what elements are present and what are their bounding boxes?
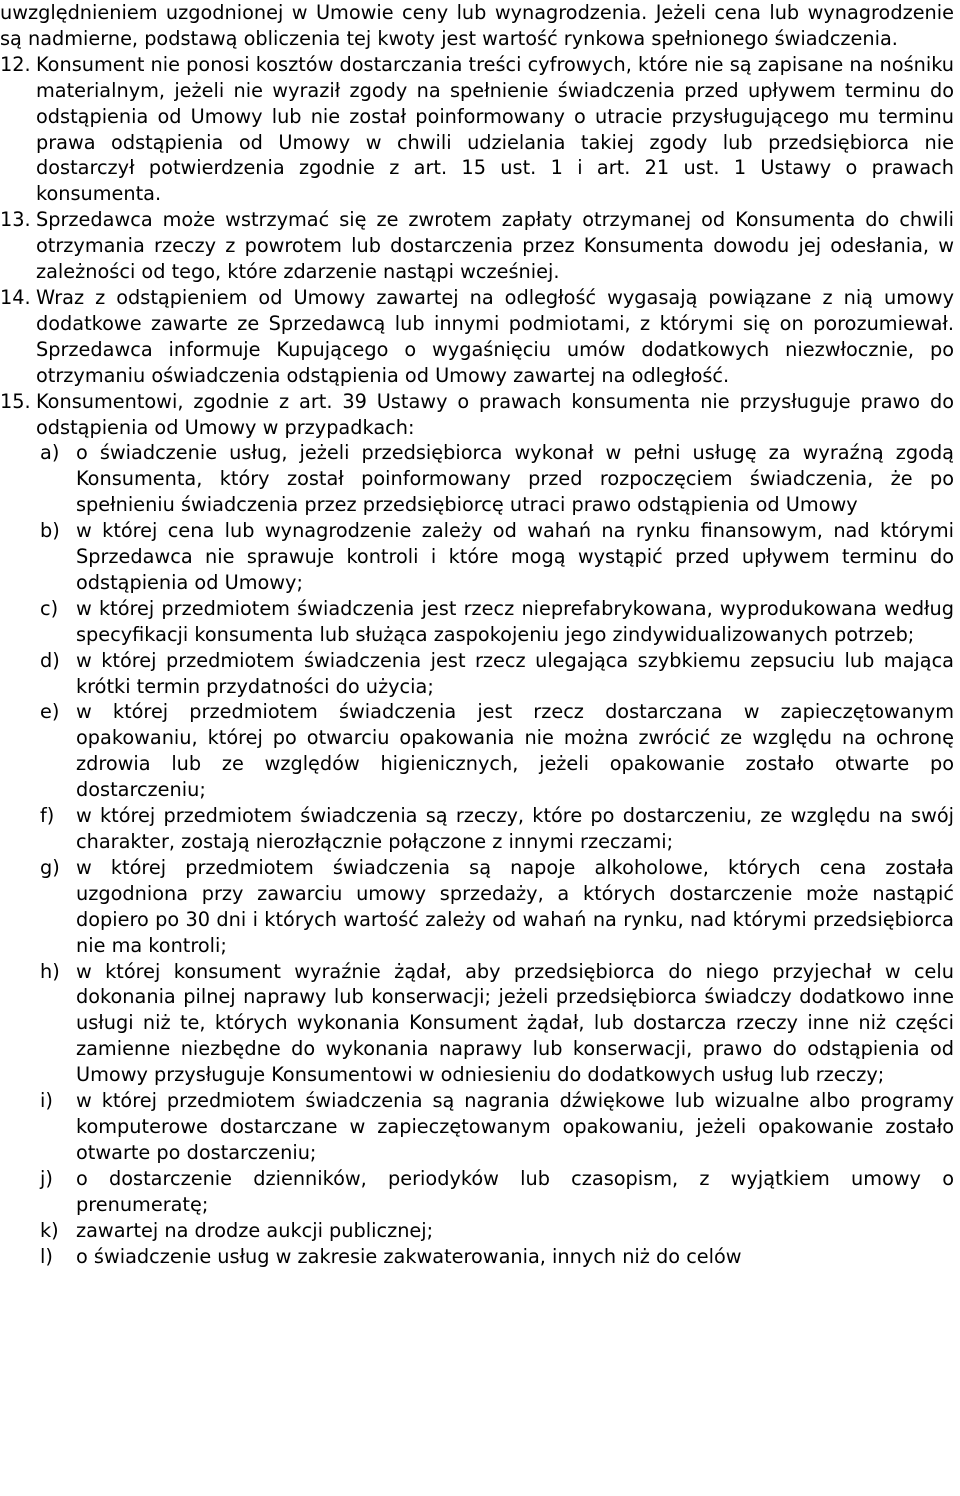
- sub-item-text: w której przedmiotem świadczenia są rzeczy, które po dostarczeniu, ze względu na swój charakter, zostają nierozłącznie połączone z innymi rzeczami;: [76, 804, 954, 853]
- sub-item-letter: i): [40, 1089, 53, 1113]
- sub-item-h: [0, 959, 954, 1089]
- sub-item-d: [0, 648, 954, 700]
- sub-item-text: w której przedmiotem świadczenia jest rzecz nieprefabrykowana, wyprodukowana według specyfikacji konsumenta lub służąca zaspokojeniu jego zindywidualizowanych potrzeb;: [76, 596, 954, 646]
- sub-item-letter: e): [40, 700, 60, 724]
- sub-item-letter: b): [40, 519, 60, 543]
- sub-item-k: [0, 1218, 954, 1244]
- item-13: [0, 207, 954, 285]
- item-text: Sprzedawca może wstrzymać się ze zwrotem zapłaty otrzymanej od Konsumenta do chwili otrzymania rzeczy z powrotem lub dostarczenia przez Konsumenta dowodu jej odesłania, w zależności od tego, które zdarzenie nastąpi wcześniej.: [36, 208, 954, 284]
- sub-item-text: w której cena lub wynagrodzenie zależy od wahań na rynku finansowym, nad którymi Sprzedawca nie sprawuje kontroli i które mogą wystąpić przed upływem terminu do odstąpienia od Umowy;: [76, 519, 954, 594]
- item-text: Wraz z odstąpieniem od Umowy zawartej na odległość wygasają powiązane z nią umowy dodatkowe zawarte ze Sprzedawcą lub innymi podmiotami, z którymi się on porozumiewał. Sprzedawca informuje Kupującego o wygaśnięciu umów dodatkowych niezwłocznie, po otrzymaniu oświadczenia odstąpienia od Umowy zawartej na odległość.: [36, 285, 954, 387]
- sub-item-f: [0, 803, 954, 855]
- sub-item-letter: c): [40, 596, 59, 620]
- sub-item-b: [0, 518, 954, 596]
- sub-item-letter: f): [40, 804, 55, 828]
- sub-item-text: w której konsument wyraźnie żądał, aby przedsiębiorca do niego przyjechał w celu dokonania pilnej naprawy lub konserwacji; jeżeli przedsiębiorca świadczy dodatkowo inne usługi niż te, których wykonania Konsument żądał, lub dostarcza rzeczy inne niż części zamienne niezbędne do wykonania naprawy lub konserwacji, prawo do odstąpienia od Umowy przysługuje Konsumentowi w odniesieniu do dodatkowych usług lub rzeczy;: [76, 959, 954, 1087]
- sub-item-text: zawartej na drodze aukcji publicznej;: [76, 1218, 434, 1242]
- sub-item-e: [0, 699, 954, 803]
- sub-item-letter: j): [40, 1166, 53, 1190]
- sub-item-text: w której przedmiotem świadczenia jest rzecz ulegająca szybkiemu zepsuciu lub mająca krótki termin przydatności do użycia;: [76, 648, 954, 698]
- item-15: [0, 389, 954, 441]
- item-number: 13.: [0, 208, 31, 232]
- item-text: Konsumentowi, zgodnie z art. 39 Ustawy o prawach konsumenta nie przysługuje prawo do odstąpienia od Umowy w przypadkach:: [36, 389, 954, 439]
- exceptions-list: [0, 440, 954, 1269]
- sub-item-text: w której przedmiotem świadczenia są napoje alkoholowe, których cena została uzgodniona przy zawarciu umowy sprzedaży, a których dostarczenie może nastąpić dopiero po 30 dni i których wartość zależy od wahań na rynku, nad którymi przedsiębiorca nie ma kontroli;: [76, 855, 954, 957]
- item-14: [0, 285, 954, 389]
- item-number: 12.: [0, 52, 31, 76]
- item-12: [0, 52, 954, 207]
- sub-item-l: [0, 1244, 954, 1270]
- sub-item-letter: d): [40, 648, 60, 672]
- item-number: 15.: [0, 389, 31, 413]
- sub-item-text: w której przedmiotem świadczenia są nagrania dźwiękowe lub wizualne albo programy komputerowe dostarczane w zapieczętowanym opakowaniu, jeżeli opakowanie zostało otwarte po dostarczeniu;: [76, 1089, 954, 1164]
- sub-item-g: [0, 855, 954, 959]
- sub-item-letter: l): [40, 1244, 53, 1268]
- sub-item-text: o świadczenie usług, jeżeli przedsiębiorca wykonał w pełni usługę za wyraźną zgodą Konsumenta, który został poinformowany przed rozpoczęciem świadczenia, że po spełnieniu świadczenia przez przedsiębiorcę utraci prawo odstąpienia od Umowy: [76, 441, 954, 517]
- sub-item-j: [0, 1166, 954, 1218]
- item-number: 14.: [0, 285, 31, 309]
- sub-item-c: [0, 596, 954, 648]
- sub-item-letter: k): [40, 1218, 59, 1242]
- sub-item-letter: a): [40, 441, 60, 465]
- sub-item-i: [0, 1088, 954, 1166]
- sub-item-a: [0, 440, 954, 518]
- intro-paragraph: uwzględnieniem uzgodnionej w Umowie ceny lub wynagrodzenia. Jeżeli cena lub wynagrodzenie są nadmierne, podstawą obliczenia tej kwoty jest wartość rynkowa spełnionego świadczenia.: [0, 1, 954, 50]
- sub-item-letter: h): [40, 959, 60, 983]
- item-text: Konsument nie ponosi kosztów dostarczania treści cyfrowych, które nie są zapisane na nośniku materialnym, jeżeli nie wyraził zgody na spełnienie świadczenia przed upływem terminu do odstąpienia od Umowy lub nie został poinformowany o utracie przysługującego mu terminu prawa odstąpienia od Umowy w chwili udzielania takiej zgody lub przedsiębiorca nie dostarczył potwierdzenia zgodnie z art. 15 ust. 1 i art. 21 ust. 1 Ustawy o prawach konsumenta.: [36, 52, 954, 206]
- sub-item-text: o świadczenie usług w zakresie zakwaterowania, innych niż do celów: [76, 1244, 742, 1268]
- sub-item-text: o dostarczenie dzienników, periodyków lub czasopism, z wyjątkiem umowy o prenumeratę;: [76, 1166, 954, 1216]
- sub-item-letter: g): [40, 855, 60, 879]
- sub-item-text: w której przedmiotem świadczenia jest rzecz dostarczana w zapieczętowanym opakowaniu, której po otwarciu opakowania nie można zwrócić ze względu na ochronę zdrowia lub ze względów higienicznych, jeżeli opakowanie zostało otwarte po dostarczeniu;: [76, 700, 954, 802]
